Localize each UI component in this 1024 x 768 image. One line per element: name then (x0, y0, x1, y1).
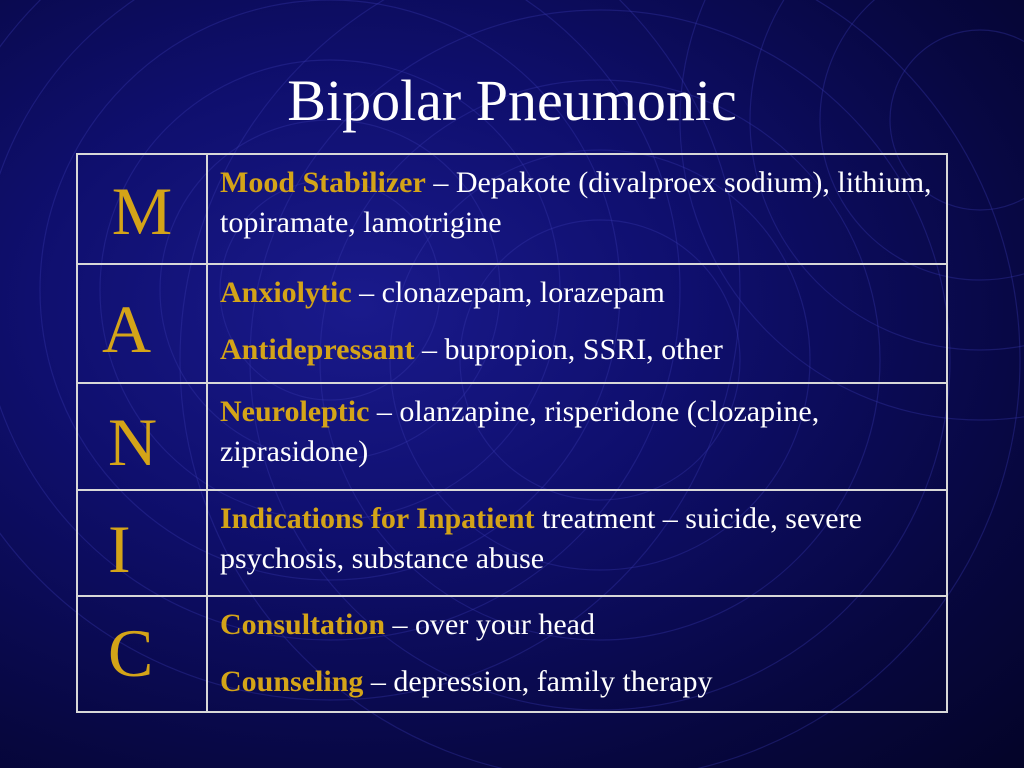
mnemonic-letter-cell (77, 596, 207, 712)
term-label: Antidepressant (220, 333, 415, 366)
description-line (220, 163, 934, 243)
mnemonic-letter-cell (77, 383, 207, 490)
mnemonic-letter-cell (77, 264, 207, 383)
description-line (220, 330, 934, 370)
table-row (77, 383, 947, 490)
table-row (77, 154, 947, 264)
term-label: Counseling (220, 665, 364, 698)
mnemonic-letter: I (108, 511, 131, 587)
mnemonic-letter: C (108, 615, 154, 691)
mnemonic-table (76, 153, 948, 713)
slide-title: Bipolar Pneumonic (287, 68, 737, 133)
table-row (77, 264, 947, 383)
mnemonic-letter: N (108, 404, 158, 480)
description-cell (207, 383, 947, 490)
description-line (220, 605, 934, 645)
term-label: Mood Stabilizer (220, 166, 426, 199)
mnemonic-letter-cell (77, 154, 207, 264)
description-cell (207, 596, 947, 712)
term-label: Consultation (220, 608, 386, 641)
description-line (220, 662, 934, 702)
term-description: – over your head (385, 608, 595, 641)
term-label: Anxiolytic (220, 276, 352, 309)
description-line (220, 392, 934, 472)
description-cell (207, 264, 947, 383)
description-line (220, 499, 934, 579)
term-label: Neuroleptic (220, 395, 370, 428)
table-row (77, 490, 947, 596)
description-line (220, 273, 934, 313)
mnemonic-letter: A (102, 291, 152, 367)
mnemonic-letter: M (111, 173, 173, 249)
term-description: – olanzapine, risperidone (clozapine, ziprasidone) (220, 395, 820, 468)
term-description: treatment – suicide, severe psychosis, substance abuse (220, 502, 862, 575)
description-cell (207, 490, 947, 596)
term-label: Indications for Inpatient (220, 502, 535, 535)
term-description: – clonazepam, lorazepam (351, 276, 665, 309)
mnemonic-letter-cell (77, 490, 207, 596)
term-description: – bupropion, SSRI, other (414, 333, 723, 366)
table-row (77, 596, 947, 712)
term-description: – Depakote (divalproex sodium), lithium, topiramate, lamotrigine (220, 166, 932, 239)
term-description: – depression, family therapy (363, 665, 713, 698)
description-cell (207, 154, 947, 264)
